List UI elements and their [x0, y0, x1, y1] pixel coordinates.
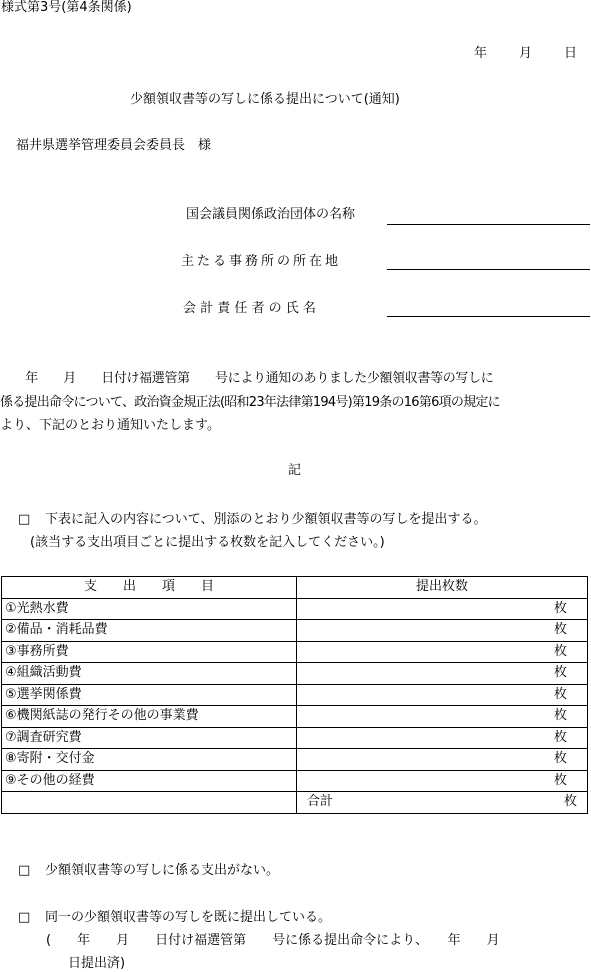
- item-label: ④組織活動費: [2, 663, 297, 685]
- treasurer-label: 会 計 責 任 者 の 氏 名: [183, 301, 316, 316]
- addressee: 福井県選挙管理委員会委員長 様: [16, 138, 212, 153]
- unit-label: 枚: [553, 643, 567, 659]
- option1-checkbox[interactable]: □: [18, 512, 31, 527]
- total-label: 合計: [307, 794, 334, 809]
- option1-note: (該当する支出項目ごとに提出する枚数を記入してください。): [30, 535, 385, 550]
- unit-label: 枚: [553, 729, 567, 745]
- table-total-row: [2, 792, 588, 814]
- table-row: [2, 663, 588, 685]
- option1-text: 下表に記入の内容について、別添のとおり少額領収書等の写しを提出する。: [45, 512, 487, 527]
- option3-text: 同一の少額領収書等の写しを既に提出している。: [45, 910, 332, 925]
- option3-line-2: ( 年 月 日付け福選管第 号に係る提出命令により、 年 月: [46, 933, 500, 948]
- body-line-2: 係る提出命令について、政治資金規正法(昭和23年法律第194号)第19条の16第6項の規定に: [0, 395, 500, 410]
- unit-label: 枚: [553, 686, 567, 702]
- form-number: 様式第3号(第4条関係): [1, 0, 132, 15]
- total-blank-cell: [2, 792, 297, 814]
- table-header-row: [2, 577, 588, 599]
- date-line: 年 月 日: [474, 46, 580, 61]
- org-name-underline: [387, 224, 590, 225]
- table-row: [2, 727, 588, 749]
- count-field[interactable]: [297, 663, 588, 685]
- item-label: ①光熱水費: [2, 598, 297, 620]
- address-label: 主たる事務所の所在地: [181, 254, 342, 269]
- address-underline: [387, 269, 590, 270]
- item-label: ③事務所費: [2, 641, 297, 663]
- treasurer-underline: [387, 316, 590, 317]
- table-row: [2, 641, 588, 663]
- table-row: [2, 706, 588, 728]
- body-line-3: より、下記のとおり通知いたします。: [0, 418, 220, 433]
- unit-label: 枚: [553, 772, 567, 788]
- total-count-field[interactable]: [297, 792, 588, 814]
- expense-items-table: [1, 576, 588, 814]
- item-label: ⑤選挙関係費: [2, 684, 297, 706]
- table-row: [2, 749, 588, 771]
- unit-label: 枚: [553, 708, 567, 724]
- option2-checkbox[interactable]: □: [18, 863, 31, 878]
- item-label: ②備品・消耗品費: [2, 620, 297, 642]
- header-item: 支 出 項 目: [2, 577, 297, 599]
- body-line-1: 年 月 日付け福選管第 号により通知のありました少額領収書等の写しに: [0, 371, 494, 386]
- total-unit-label: 枚: [563, 794, 577, 809]
- option2-text: 少額領収書等の写しに係る支出がない。: [45, 863, 280, 878]
- count-field[interactable]: [297, 598, 588, 620]
- item-label: ⑧寄附・交付金: [2, 749, 297, 771]
- header-count: 提出枚数: [297, 577, 588, 599]
- table-row: [2, 620, 588, 642]
- ki-label: 記: [288, 463, 302, 478]
- item-label: ⑦調査研究費: [2, 727, 297, 749]
- unit-label: 枚: [553, 600, 567, 616]
- count-field[interactable]: [297, 706, 588, 728]
- option3-checkbox[interactable]: □: [18, 910, 31, 925]
- table-row: [2, 684, 588, 706]
- count-field[interactable]: [297, 641, 588, 663]
- unit-label: 枚: [553, 622, 567, 638]
- unit-label: 枚: [553, 751, 567, 767]
- item-label: ⑥機関紙誌の発行その他の事業費: [2, 706, 297, 728]
- count-field[interactable]: [297, 727, 588, 749]
- count-field[interactable]: [297, 770, 588, 792]
- count-field[interactable]: [297, 684, 588, 706]
- table-row: [2, 770, 588, 792]
- count-field[interactable]: [297, 749, 588, 771]
- item-label: ⑨その他の経費: [2, 770, 297, 792]
- option3-line-3: 日提出済): [68, 956, 126, 971]
- count-field[interactable]: [297, 620, 588, 642]
- org-name-label: 国会議員関係政治団体の名称: [186, 207, 356, 222]
- document-title: 少額領収書等の写しに係る提出について(通知): [130, 92, 400, 107]
- table-row: [2, 598, 588, 620]
- unit-label: 枚: [553, 665, 567, 681]
